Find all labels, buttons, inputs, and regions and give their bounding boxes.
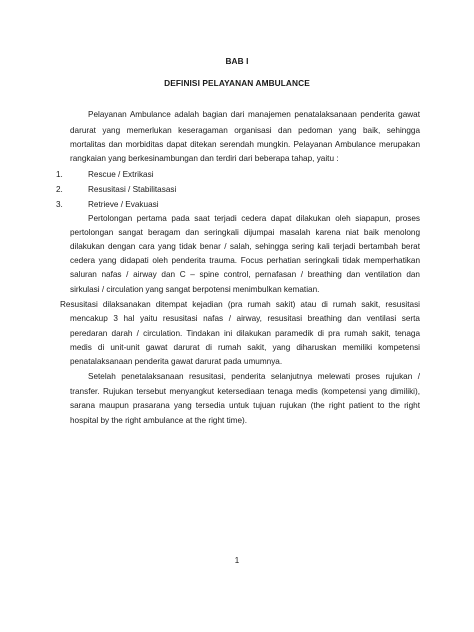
page-number: 1 bbox=[234, 556, 240, 565]
text-line: mortalitas dan morbiditas dapat ditekan serendah mungkin. Pelayanan Ambulance merupakan bbox=[70, 140, 420, 149]
text-line: Pelayanan Ambulance adalah bagian dari manajemen penatalaksanaan penderita gawat bbox=[88, 110, 420, 119]
list-text: Retrieve / Evakuasi bbox=[88, 200, 159, 209]
text-line: penatalaksanaan penderita gawat darurat pada umumnya. bbox=[70, 357, 283, 366]
text-line: peredaran darah / circulation. Tindakan ini dilakukan paramedik di pra rumah sakit, tenaga bbox=[70, 329, 420, 338]
text-line: cedera yang didapati oleh penderita trauma. Focus perhatian seringkali tidak memperhatikan bbox=[70, 256, 420, 265]
document-title: DEFINISI PELAYANAN AMBULANCE bbox=[164, 78, 310, 88]
text-line: pertolongan sangat beragam dan seringkali dijumpai masalah karena niat baik menolong bbox=[70, 228, 420, 237]
text-line: hospital by the right ambulance at the right time). bbox=[70, 416, 248, 425]
text-line: mencakup 3 hal yaitu resusitasi nafas / airway, resusitasi breathing dan ventilasi serta bbox=[70, 314, 420, 323]
list-number: 1. bbox=[56, 170, 63, 179]
text-line: Setelah penetalaksanaan resusitasi, penderita selanjutnya melewati proses rujukan / bbox=[88, 372, 420, 381]
text-line: dilakukan dengan cara yang tidak benar / salah, sehingga sering kali terjadi bertambah berat bbox=[70, 242, 420, 251]
text-line: darurat yang memerlukan keseragaman organisasi dan pedoman yang baik, sehingga bbox=[70, 126, 420, 135]
text-line: Resusitasi dilaksanakan ditempat kejadian (pra rumah sakit) atau di rumah sakit, resusitasi bbox=[60, 300, 420, 309]
text-line: medis di unit-unit gawat darurat di rumah sakit, yang diharuskan memiliki kompetensi bbox=[70, 343, 420, 352]
text-line: transfer. Rujukan tersebut menyangkut ketersediaan tenaga medis (kompetensi yang dimiliki), bbox=[70, 387, 420, 396]
text-line: sarana maupun prasarana yang tersedia untuk tujuan rujukan (the right patient to the right bbox=[70, 401, 420, 410]
text-line: saluran nafas / airway dan C – spine control, pernafasan / breathing dan ventilation dan bbox=[70, 270, 420, 279]
list-number: 2. bbox=[56, 185, 63, 194]
chapter-label: BAB I bbox=[225, 56, 249, 66]
text-line: rangkaian yang berkesinambungan dan terdiri dari beberapa tahap, yaitu : bbox=[70, 154, 339, 163]
list-number: 3. bbox=[56, 200, 63, 209]
text-line: Pertolongan pertama pada saat terjadi cedera dapat dilakukan oleh siapapun, proses bbox=[88, 214, 420, 223]
list-text: Resusitasi / Stabilitasasi bbox=[88, 185, 177, 194]
list-text: Rescue / Extrikasi bbox=[88, 170, 154, 179]
text-line: sirkulasi / circulation yang sangat berpotensi menimbulkan kematian. bbox=[70, 285, 320, 294]
